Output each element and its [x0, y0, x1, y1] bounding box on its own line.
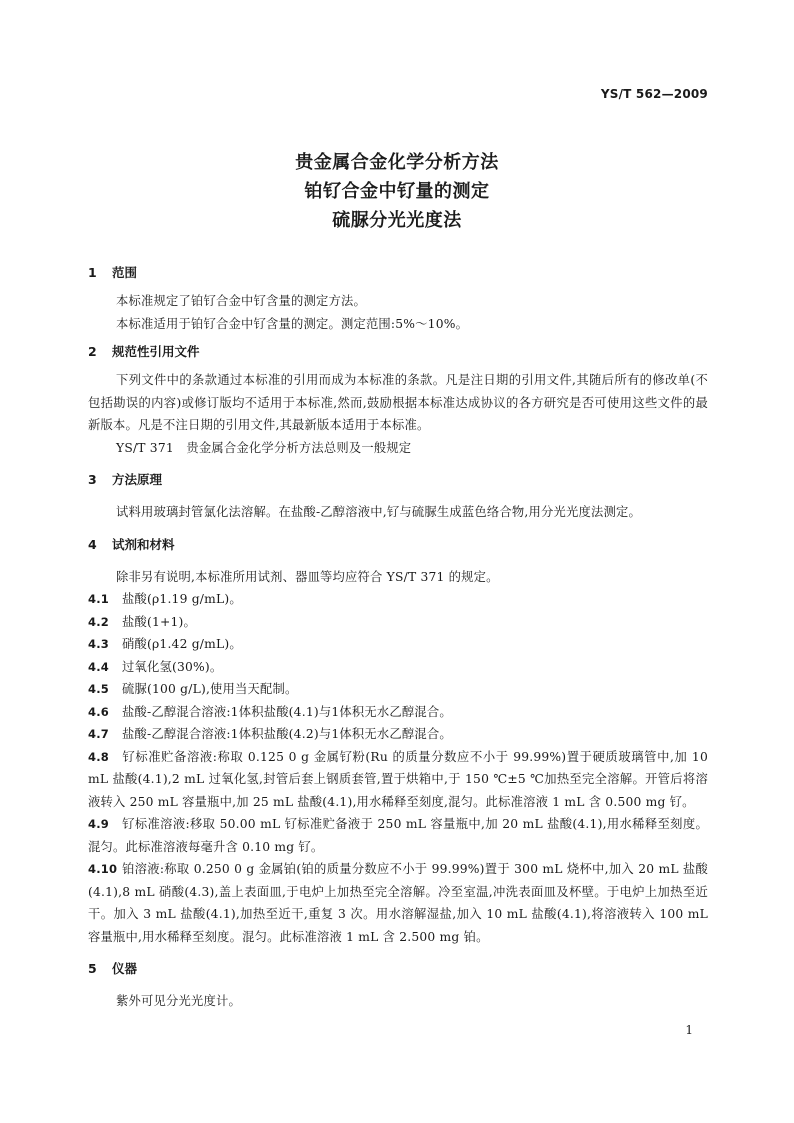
title-line-2: 铂钌合金中钌量的测定 — [304, 181, 490, 202]
document-body — [88, 262, 708, 1013]
section-2-heading — [88, 341, 708, 363]
list-item — [88, 701, 708, 724]
item-text: 过氧化氢(30%)。 — [122, 659, 223, 674]
item-number: 4.2 — [88, 614, 109, 629]
item-number: 4.8 — [88, 749, 109, 764]
list-item — [88, 746, 708, 814]
item-number: 4.4 — [88, 659, 109, 674]
list-item — [88, 611, 708, 634]
standard-code: YS/T 562—2009 — [600, 87, 708, 101]
item-number: 4.1 — [88, 592, 109, 606]
section-5-heading — [88, 958, 708, 980]
section-title: 试剂和材料 — [112, 536, 175, 552]
section-3-heading — [88, 469, 708, 491]
list-item — [88, 678, 708, 701]
item-number: 4.7 — [88, 727, 109, 741]
section-title: 方法原理 — [112, 472, 163, 487]
section-title: 范围 — [112, 265, 138, 280]
reference-entry: YS/T 371 贵金属合金化学分析方法总则及一般规定 — [116, 440, 412, 455]
list-item — [88, 588, 708, 611]
paragraph: 本标准适用于铂钌合金中钌含量的测定。测定范围:5%～10%。 — [116, 316, 469, 331]
item-text: 铂溶液:称取 0.250 0 g 金属铂(铂的质量分数应不小于 99.99%)置于 300 mL 烧杯中,加入 20 mL 盐酸(4.1),8 mL 硝酸(4.3),盖上表面皿,于电炉上加热至完全溶解。冷至室温,冲洗表面皿及杯壁。于电炉上加热至近干。加入 3 mL 盐酸(4.1),加热至近干,重复 3 次。用水溶解湿盐,加入 10 mL 盐酸(4.1),将溶液转入 100 mL 容量瓶中,用水稀释至刻度。混匀。此标准溶液 1 mL 含 2.500 mg 铂。 — [88, 862, 708, 944]
document-title — [0, 148, 794, 235]
list-item — [88, 723, 708, 746]
section-title: 仪器 — [112, 961, 138, 976]
list-item — [88, 633, 708, 656]
section-title: 规范性引用文件 — [112, 344, 200, 359]
section-number: 4 — [88, 536, 97, 552]
section-number: 2 — [88, 344, 97, 359]
item-text: 盐酸(1+1)。 — [122, 614, 197, 629]
item-number: 4.10 — [88, 862, 118, 876]
paragraph: 本标准规定了铂钌合金中钌含量的测定方法。 — [116, 294, 366, 308]
section-4-heading — [88, 534, 708, 556]
item-number: 4.3 — [88, 637, 109, 651]
item-number: 4.9 — [88, 817, 109, 831]
item-text: 钌标准溶液:移取 50.00 mL 钌标准贮备液于 250 mL 容量瓶中,加 20 mL 盐酸(4.1),用水稀释至刻度。混匀。此标准溶液每毫升含 0.10 mg 钌。 — [88, 817, 708, 854]
paragraph: 试料用玻璃封管氯化法溶解。在盐酸-乙醇溶液中,钌与硫脲生成蓝色络合物,用分光光度法测定。 — [116, 505, 641, 519]
item-text: 盐酸(ρ1.19 g/mL)。 — [122, 592, 242, 606]
section-1-heading — [88, 262, 708, 284]
section-number: 1 — [88, 265, 97, 280]
item-text: 硝酸(ρ1.42 g/mL)。 — [122, 637, 242, 651]
paragraph: 除非另有说明,本标准所用试剂、器皿等均应符合 YS/T 371 的规定。 — [116, 569, 499, 584]
section-number: 5 — [88, 961, 97, 976]
item-text: 硫脲(100 g/L),使用当天配制。 — [122, 682, 298, 696]
item-number: 4.6 — [88, 704, 109, 719]
page-number: 1 — [685, 1023, 693, 1037]
paragraph: 紫外可见分光光度计。 — [116, 994, 241, 1008]
title-line-3: 硫脲分光光度法 — [332, 210, 462, 231]
item-text: 盐酸-乙醇混合溶液:1体积盐酸(4.2)与1体积无水乙醇混合。 — [122, 727, 452, 741]
list-item — [88, 858, 708, 948]
item-number: 4.5 — [88, 682, 109, 696]
title-line-1: 贵金属合金化学分析方法 — [295, 152, 499, 173]
section-number: 3 — [88, 472, 97, 487]
paragraph: 下列文件中的条款通过本标准的引用而成为本标准的条款。凡是注日期的引用文件,其随后所有的修改单(不包括勘误的内容)或修订版均不适用于本标准,然而,鼓励根据本标准达成协议的各方研究是否可使用这些文件的最新版本。凡是不注日期的引用文件,其最新版本适用于本标准。 — [88, 373, 708, 432]
item-text: 盐酸-乙醇混合溶液:1体积盐酸(4.1)与1体积无水乙醇混合。 — [122, 704, 452, 719]
list-item — [88, 656, 708, 679]
list-item — [88, 813, 708, 858]
item-text: 钌标准贮备溶液:称取 0.125 0 g 金属钌粉(Ru 的质量分数应不小于 99.99%)置于硬质玻璃管中,加 10 mL 盐酸(4.1),2 mL 过氧化氢,封管后套上钢质套管,置于烘箱中,于 150 ℃±5 ℃加热至完全溶解。开管后将溶液转入 250 mL 容量瓶中,加 25 mL 盐酸(4.1),用水稀释至刻度,混匀。此标准溶液 1 mL 含 0.500 mg 钌。 — [88, 749, 708, 809]
